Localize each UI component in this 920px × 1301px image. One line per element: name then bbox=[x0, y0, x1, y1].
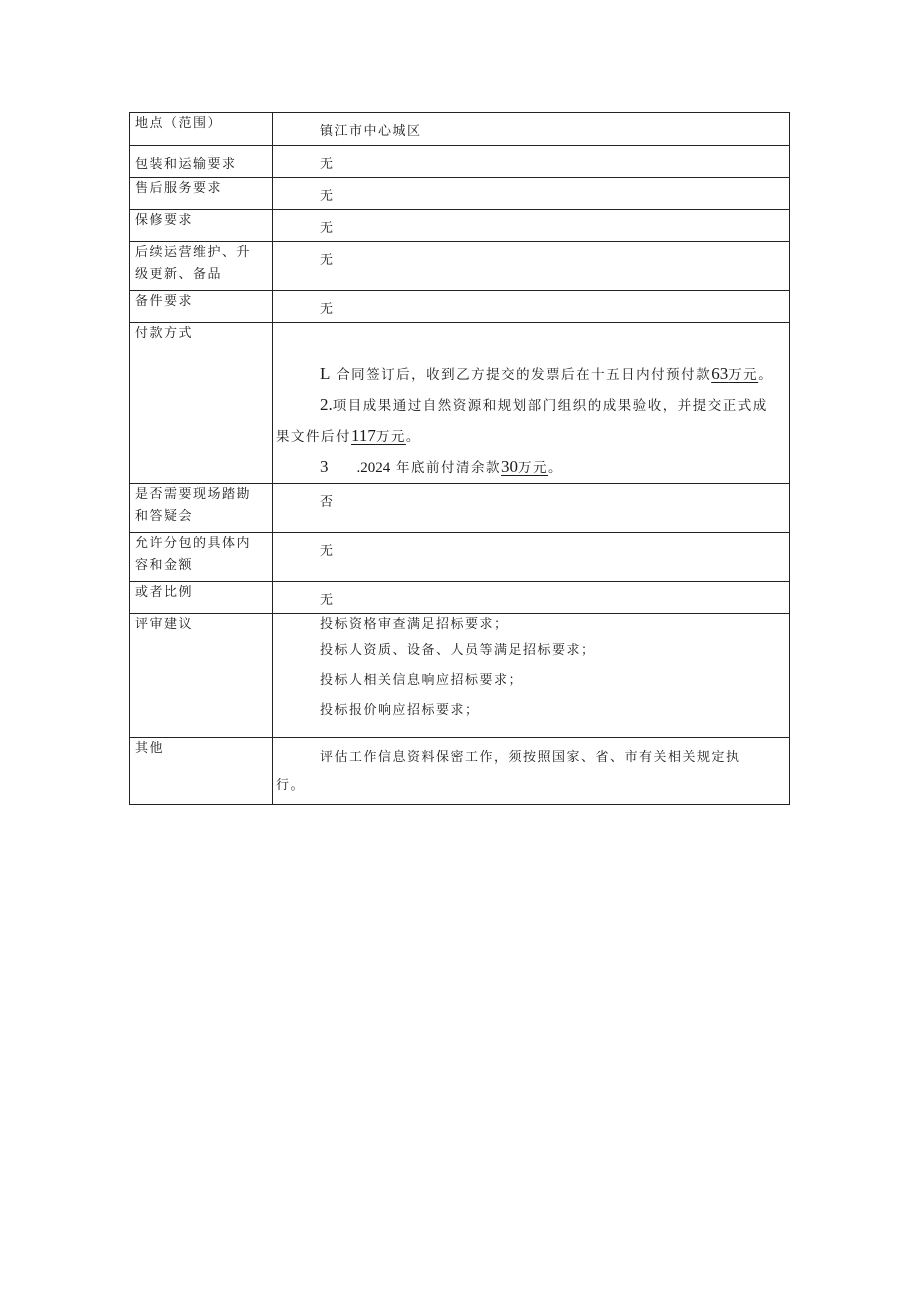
table-row bbox=[130, 323, 790, 484]
payment-item-3: 3 .2024 年底前付清余款30万元。 bbox=[320, 457, 564, 476]
table-row bbox=[130, 738, 790, 805]
payment-amount-1: 63万元 bbox=[711, 364, 759, 383]
payment-item-1: L 合同签订后，收到乙方提交的发票后在十五日内付预付款63万元。 bbox=[320, 364, 774, 383]
row-value-maintenance: 无 bbox=[273, 242, 790, 291]
row-value-warranty: 无 bbox=[273, 210, 790, 242]
table-row bbox=[130, 484, 790, 533]
row-value-subcontract: 无 bbox=[273, 533, 790, 582]
evaluation-line: 投标人相关信息响应招标要求； bbox=[320, 673, 524, 688]
table-row bbox=[130, 178, 790, 210]
payment-item-2-cont: 果文件后付117万元。 bbox=[276, 426, 421, 445]
table-row bbox=[130, 291, 790, 323]
row-value-location: 镇江市中心城区 bbox=[273, 113, 790, 146]
requirements-table bbox=[129, 112, 790, 805]
row-label-warranty: 保修要求 bbox=[130, 210, 273, 242]
row-label-subcontract: 允许分包的具体内 容和金额 bbox=[130, 533, 273, 582]
table-row bbox=[130, 113, 790, 146]
row-label-after-sales: 售后服务要求 bbox=[130, 178, 273, 210]
payment-amount-3: 30万元 bbox=[501, 457, 549, 476]
row-value-payment bbox=[273, 323, 790, 484]
table-row bbox=[130, 582, 790, 614]
row-value-packaging: 无 bbox=[273, 146, 790, 178]
row-label-packaging: 包装和运输要求 bbox=[130, 146, 273, 178]
row-value-other: 评估工作信息资料保密工作，须按照国家、省、市有关相关规定执 行。 bbox=[273, 738, 790, 805]
evaluation-line: 投标人资质、设备、人员等满足招标要求； bbox=[320, 643, 596, 658]
row-label-payment: 付款方式 bbox=[130, 323, 273, 484]
row-label-maintenance: 后续运营维护、升 级更新、备品 bbox=[130, 242, 273, 291]
table-row bbox=[130, 533, 790, 582]
row-value-after-sales: 无 bbox=[273, 178, 790, 210]
row-value-ratio: 无 bbox=[273, 582, 790, 614]
evaluation-line: 投标报价响应招标要求； bbox=[320, 703, 480, 718]
payment-item-2: 2.项目成果通过自然资源和规划部门组织的成果验收，并提交正式成 bbox=[320, 395, 768, 414]
table-row bbox=[130, 614, 790, 738]
row-label-spare-parts: 备件要求 bbox=[130, 291, 273, 323]
row-label-evaluation: 评审建议 bbox=[130, 614, 273, 738]
row-label-ratio: 或者比例 bbox=[130, 582, 273, 614]
row-label-other: 其他 bbox=[130, 738, 273, 805]
evaluation-line: 投标资格审查满足招标要求； bbox=[320, 617, 509, 632]
row-label-location: 地点（范围） bbox=[130, 113, 273, 146]
row-label-site-visit: 是否需要现场踏勘 和答疑会 bbox=[130, 484, 273, 533]
table-row bbox=[130, 210, 790, 242]
payment-amount-2: 117万元 bbox=[351, 426, 406, 445]
row-value-evaluation bbox=[273, 614, 790, 738]
table-row bbox=[130, 146, 790, 178]
table-row bbox=[130, 242, 790, 291]
row-value-spare-parts: 无 bbox=[273, 291, 790, 323]
row-value-site-visit: 否 bbox=[273, 484, 790, 533]
